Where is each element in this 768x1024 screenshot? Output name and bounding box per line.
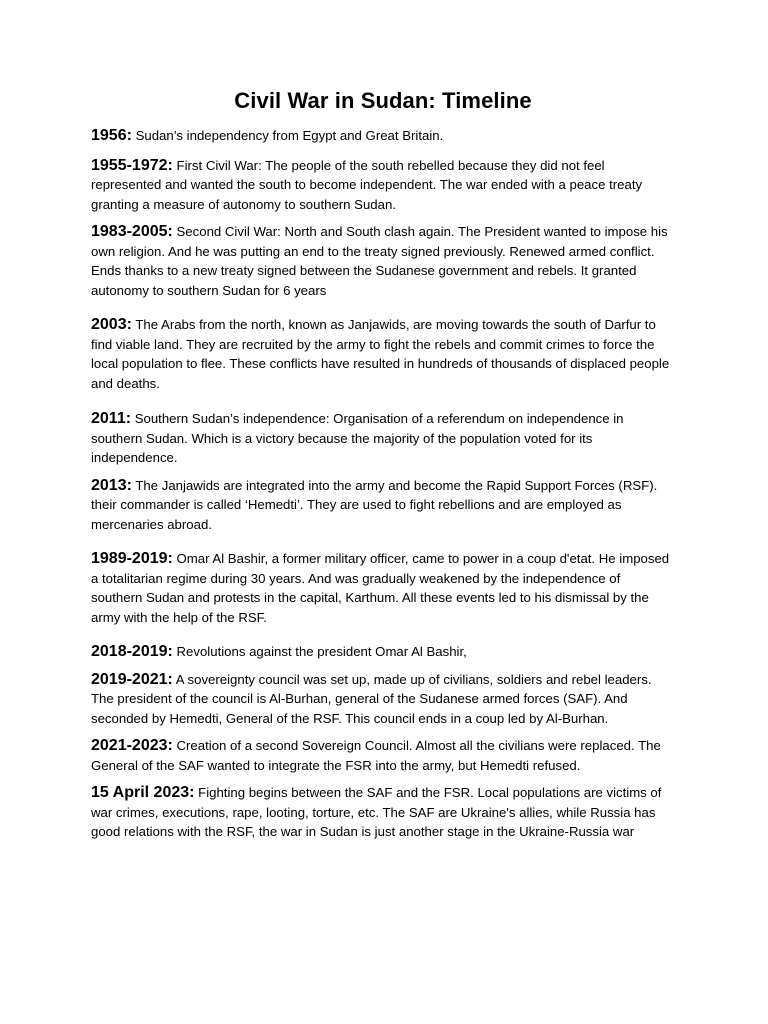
document-page	[91, 86, 675, 842]
entry-text: Southern Sudan’s independence: Organisation of a referendum on independence in southern Sudan. Which is a victory because the majority of the population voted for its independence.	[91, 411, 624, 465]
timeline-entry	[91, 222, 675, 300]
entry-text: Omar Al Bashir, a former military officer, came to power in a coup d'etat. He imposed a totalitarian regime during 30 years. And was gradually weakened by the independence of southern Sudan and protests in the capital, Karthum. All these events led to his dismissal by the army with the help of the RSF.	[91, 551, 670, 625]
timeline-entry	[91, 549, 675, 627]
entry-date: 1955-1972:	[91, 156, 173, 174]
entry-text: Fighting begins between the SAF and the FSR. Local populations are victims of war crimes, executions, rape, looting, torture, etc. The SAF are Ukraine's allies, while Russia has good relations with the RSF, the war in Sudan is just another stage in the Ukraine-Russia war	[91, 785, 662, 839]
entry-date: 1983-2005:	[91, 223, 173, 240]
timeline-entry	[91, 670, 675, 729]
entry-date: 2021-2023:	[91, 737, 173, 754]
entry-text: A sovereignty council was set up, made up of civilians, soldiers and rebel leaders. The president of the council is Al-Burhan, general of the Sudanese armed forces (SAF). And seconded by Hemedti, General of the RSF. This council ends in a coup led by Al-Burhan.	[91, 671, 652, 726]
entry-text: The Arabs from the north, known as Janjawids, are moving towards the south of Darfur to find viable land. They are recruited by the army to fight the rebels and commit crimes to force the local population to flee. These conflicts have resulted in hundreds of thousands of displaced people and deaths.	[91, 317, 670, 391]
entry-date: 1989-2019:	[91, 550, 173, 567]
entry-date: 2011:	[91, 410, 132, 427]
entry-text: Sudan’s independency from Egypt and Great Britain.	[135, 128, 444, 143]
entry-text: Creation of a second Sovereign Council. Almost all the civilians were replaced. The General of the SAF wanted to integrate the FSR into the army, but Hemedti refused.	[91, 738, 661, 773]
timeline-entry	[91, 736, 675, 775]
timeline-entry	[91, 315, 675, 393]
timeline-entry	[91, 783, 675, 842]
entry-date: 2018-2019:	[91, 643, 173, 660]
entry-date: 2003:	[91, 316, 132, 333]
entry-text: First Civil War: The people of the south rebelled because they did not feel represented and wanted the south to become independent. The war ended with a peace treaty granting a measure of autonomy to southern Sudan.	[91, 157, 643, 212]
timeline-entry	[91, 126, 675, 146]
page-title: Civil War in Sudan: Timeline	[234, 88, 532, 113]
entry-text: Second Civil War: North and South clash again. The President wanted to impose his own religion. And he was putting an end to the treaty signed previously. Renewed armed conflict. Ends thanks to a new treaty signed between the Sudanese government and rebels. It granted autonomy to southern Sudan for 6 years	[91, 224, 668, 298]
timeline-entry	[91, 642, 675, 662]
timeline-entry	[91, 409, 675, 468]
timeline-entry	[91, 156, 675, 215]
entry-text: Revolutions against the president Omar Al Bashir,	[176, 644, 467, 659]
entry-date: 1956:	[91, 127, 132, 144]
entry-date: 2019-2021:	[91, 670, 173, 688]
entry-date: 2013:	[91, 476, 132, 494]
entry-text: The Janjawids are integrated into the army and become the Rapid Support Forces (RSF). their commander is called ‘Hemedti’. They are used to fight rebellions and are employed as mercenaries abroad.	[91, 477, 658, 532]
entry-date: 15 April 2023:	[91, 784, 195, 801]
timeline-entry	[91, 476, 675, 535]
